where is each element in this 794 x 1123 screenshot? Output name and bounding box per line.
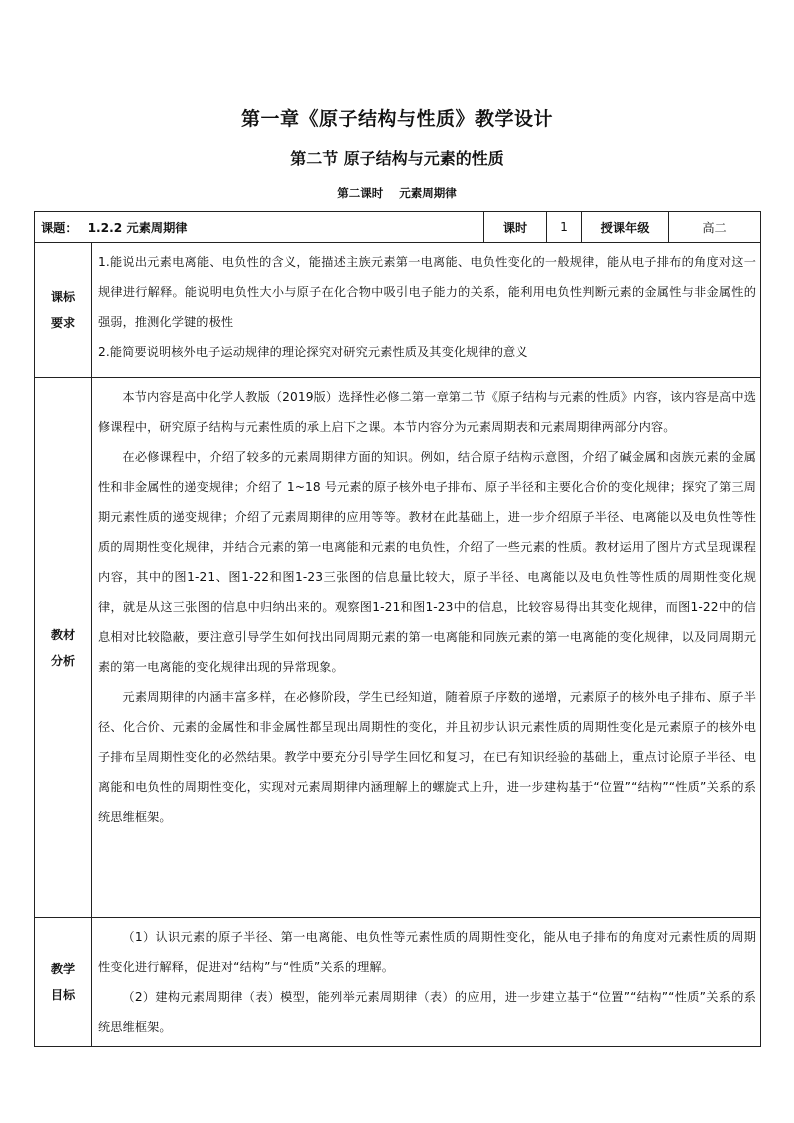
objectives-item-2: （2）建构元素周期律（表）模型，能列举元素周期律（表）的应用，进一步建立基于“位置”“结构”“性质”关系的系统思维框架。	[98, 990, 757, 1034]
objectives-label	[35, 918, 92, 1047]
section-title: 第二节 原子结构与元素的性质	[290, 149, 504, 168]
standards-label	[35, 243, 92, 378]
grade-value: 高二	[669, 212, 761, 243]
analysis-label	[35, 378, 92, 918]
topic-cell	[35, 212, 484, 243]
standards-item-1: 1.能说出元素电离能、电负性的含义，能描述主族元素第一电离能、电负性变化的一般规律，能从电子排布的角度对这一规律进行解释。能说明电负性大小与原子在化合物中吸引电子能力的关系，能利用电负性判断元素的金属性与非金属性的强弱，推测化学键的极性	[98, 255, 757, 329]
document-title: 第一章《原子结构与性质》教学设计	[240, 108, 553, 130]
grade-label: 授课年级	[582, 212, 669, 243]
standards-row	[35, 243, 761, 378]
objectives-item-1: （1）认识元素的原子半径、第一电离能、电负性等元素性质的周期性变化，能从电子排布的角度对元素性质的周期性变化进行解释，促进对“结构”与“性质”关系的理解。	[98, 930, 757, 974]
standards-content	[92, 243, 761, 378]
analysis-row	[35, 378, 761, 918]
period-label: 课时	[484, 212, 547, 243]
lesson-title: 第二课时 元素周期律	[337, 186, 457, 200]
period-value: 1	[547, 212, 582, 243]
analysis-paragraph-2: 在必修课程中，介绍了较多的元素周期律方面的知识。例如，结合原子结构示意图，介绍了碱金属和卤族元素的金属性和非金属性的递变规律；介绍了 1~18 号元素的原子核外电子排布、原子半径和主要化合价的变化规律；探究了第三周期元素性质的递变规律；介绍了元素周期律的应用等等。教材在此基础上，进一步介绍原子半径、电离能以及电负性等性质的周期性变化规律，并结合元素的第一电离能和元素的电负性，介绍了一些元素的性质。教材运用了图片方式呈现课程内容，其中的图1-21、图1-22和图1-23三张图的信息量比较大，原子半径、电离能以及电负性等性质的周期性变化规律，就是从这三张图的信息中归纳出来的。观察图1-21和图1-23中的信息，比较容易得出其变化规律，而图1-22中的信息相对比较隐蔽，要注意引导学生如何找出同周期元素的第一电离能和同族元素的第一电离能的变化规律，以及同周期元素的第一电离能的变化规律出现的异常现象。	[98, 450, 757, 674]
objectives-row	[35, 918, 761, 1047]
standards-label-line2: 要求	[50, 316, 76, 330]
topic-value: 1.2.2 元素周期律	[87, 220, 188, 235]
topic-label: 课题：	[41, 220, 78, 235]
analysis-paragraph-3: 元素周期律的内涵丰富多样，在必修阶段，学生已经知道，随着原子序数的递增，元素原子的核外电子排布、原子半径、化合价、元素的金属性和非金属性都呈现出周期性的变化，并且初步认识元素性质的周期性变化是元素原子的核外电子排布呈周期性变化的必然结果。教学中要充分引导学生回忆和复习，在已有知识经验的基础上，重点讨论原子半径、电离能和电负性的周期性变化，实现对元素周期律内涵理解上的螺旋式上升，进一步建构基于“位置”“结构”“性质”关系的系统思维框架。	[98, 690, 757, 824]
analysis-label-line1: 教材	[50, 627, 76, 642]
standards-item-2: 2.能简要说明核外电子运动规律的理论探究对研究元素性质及其变化规律的意义	[98, 345, 528, 359]
standards-label-line1: 课标	[50, 290, 76, 304]
objectives-label-line2: 目标	[50, 988, 76, 1002]
analysis-content	[92, 378, 761, 918]
info-row	[35, 212, 761, 243]
objectives-content	[92, 918, 761, 1047]
analysis-label-line2: 分析	[50, 653, 76, 668]
lesson-plan-table	[34, 211, 761, 1047]
analysis-paragraph-1: 本节内容是高中化学人教版（2019版）选择性必修二第一章第二节《原子结构与元素的性质》内容，该内容是高中选修课程中，研究原子结构与元素性质的承上启下之课。本节内容分为元素周期表和元素周期律两部分内容。	[98, 390, 757, 434]
objectives-label-line1: 教学	[50, 962, 76, 976]
